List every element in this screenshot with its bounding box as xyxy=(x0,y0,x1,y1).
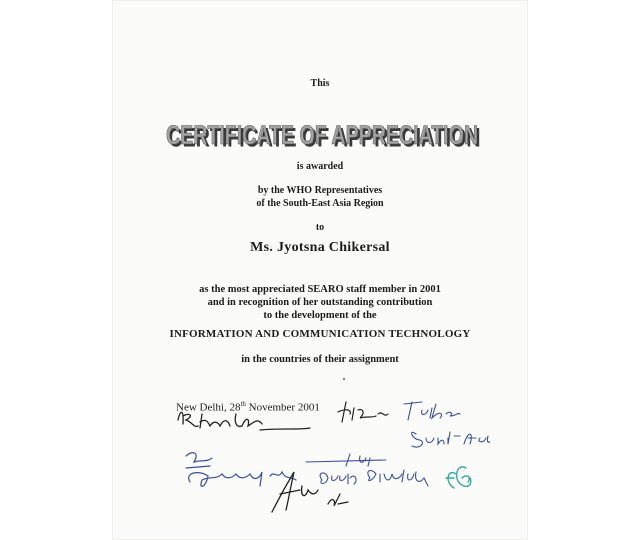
place-ordinal: th xyxy=(240,400,246,408)
to-text: to xyxy=(315,222,325,233)
signatures-area xyxy=(150,378,490,528)
reason-line-3: to the development of the xyxy=(263,310,377,321)
title-main: CERTIFICATE OF APPRECIATION xyxy=(166,120,478,150)
awarded-text: is awarded xyxy=(296,161,344,172)
place-suffix: November 2001 xyxy=(245,401,320,414)
reason-line-2: and in recognition of her outstanding contribution xyxy=(207,297,433,308)
signature-1 xyxy=(178,412,310,430)
certificate-title xyxy=(150,108,490,156)
signature-2 xyxy=(338,402,388,422)
signature-8 xyxy=(446,467,471,488)
by-line-1: by the WHO Representatives xyxy=(257,185,383,196)
signature-5 xyxy=(186,453,296,487)
by-line-2: of the South-East Asia Region xyxy=(256,198,384,209)
signature-3 xyxy=(404,402,460,420)
title-shadow: CERTIFICATE OF APPRECIATION xyxy=(168,122,481,153)
signature-4 xyxy=(412,432,490,450)
reason-line-1: as the most appreciated SEARO staff member in 2001 xyxy=(199,284,441,295)
signature-7 xyxy=(306,454,428,486)
intro-text: This xyxy=(310,78,330,89)
place-prefix: New Delhi, 28 xyxy=(176,401,241,414)
scope-text: in the countries of their assignment xyxy=(241,354,399,365)
recipient-name: Ms. Jyotsna Chikersal xyxy=(250,240,390,255)
field-text: INFORMATION AND COMMUNICATION TECHNOLOGY xyxy=(169,328,471,340)
